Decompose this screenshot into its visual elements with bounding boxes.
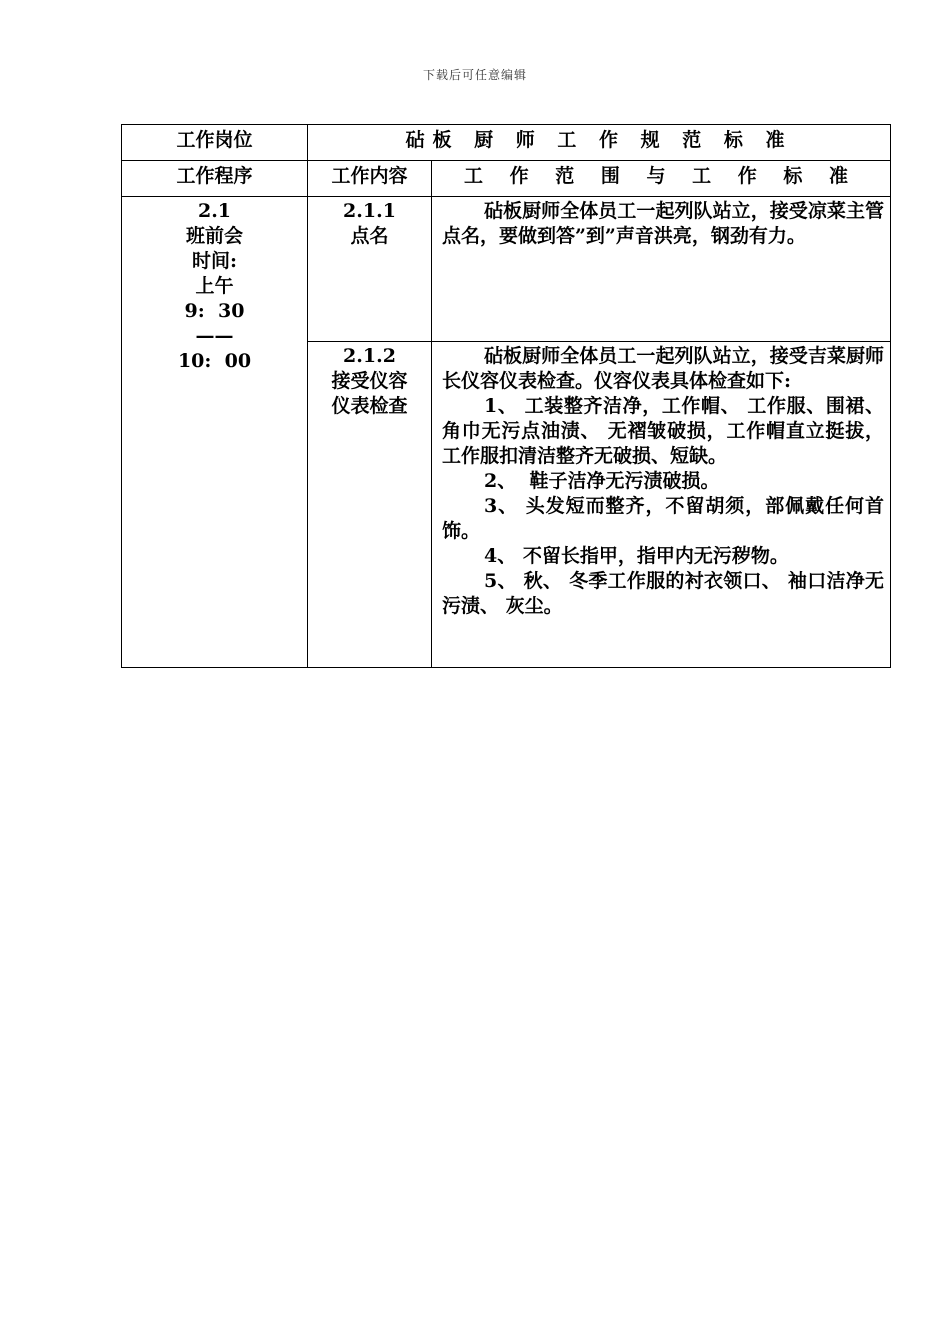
column-header-content: 工作内容 <box>308 161 432 197</box>
content-cell <box>308 197 432 342</box>
standard-list-item: 5、 秋、 冬季工作服的衬衣领口、 袖口洁净无污渍、 灰尘。 <box>442 570 885 617</box>
standard-list-item: 1、 工装整齐洁净，工作帽、 工作服、围裙、 角巾无污点油渍、 无褶皱破损，工作帽直立挺拔，工作服扣清洁整齐无破损、短缺。 <box>442 395 885 467</box>
content-number: 2.1.1 <box>343 200 396 222</box>
content-cell <box>308 342 432 668</box>
standard-paragraph: 砧板厨师全体员工一起列队站立，接受凉菜主管点名，要做到答”到”声音洪亮，钢劲有力。 <box>442 200 885 247</box>
procedure-start-time: 9: 30 <box>184 300 245 322</box>
table-header-row <box>122 161 891 197</box>
standard-cell <box>432 342 891 668</box>
standard-cell <box>432 197 891 342</box>
table-title-row <box>122 125 891 161</box>
procedure-cell <box>122 197 308 668</box>
work-standard-table <box>121 124 891 668</box>
standard-paragraph: 砧板厨师全体员工一起列队站立，接受吉菜厨师长仪容仪表检查。仪容仪表具体检查如下: <box>442 345 885 392</box>
procedure-time-dash: —— <box>195 325 234 347</box>
procedure-period: 上午 <box>195 275 234 297</box>
content-name: 仪表检查 <box>331 395 408 417</box>
post-label-cell: 工作岗位 <box>122 125 308 161</box>
standard-list-item: 4、 不留长指甲，指甲内无污秽物。 <box>484 545 789 567</box>
standard-list-item: 3、 头发短而整齐，不留胡须，部佩戴任何首饰。 <box>442 495 885 542</box>
column-header-scope: 工 作 范 围 与 工 作 标 准 <box>432 161 891 197</box>
content-number: 2.1.2 <box>343 345 396 367</box>
procedure-name: 班前会 <box>185 225 243 247</box>
procedure-time-label: 时间: <box>191 250 237 272</box>
procedure-end-time: 10: 00 <box>177 350 252 372</box>
page-header-note: 下载后可任意编辑 <box>422 68 527 82</box>
post-title-cell: 砧板 厨 师 工 作 规 范 标 准 <box>308 125 891 161</box>
standard-list-item: 2、 鞋子洁净无污渍破损。 <box>484 470 720 492</box>
content-name: 点名 <box>350 225 389 247</box>
table-row <box>122 197 891 342</box>
column-header-procedure: 工作程序 <box>122 161 308 197</box>
content-name: 接受仪容 <box>331 370 408 392</box>
procedure-number: 2.1 <box>197 200 232 222</box>
